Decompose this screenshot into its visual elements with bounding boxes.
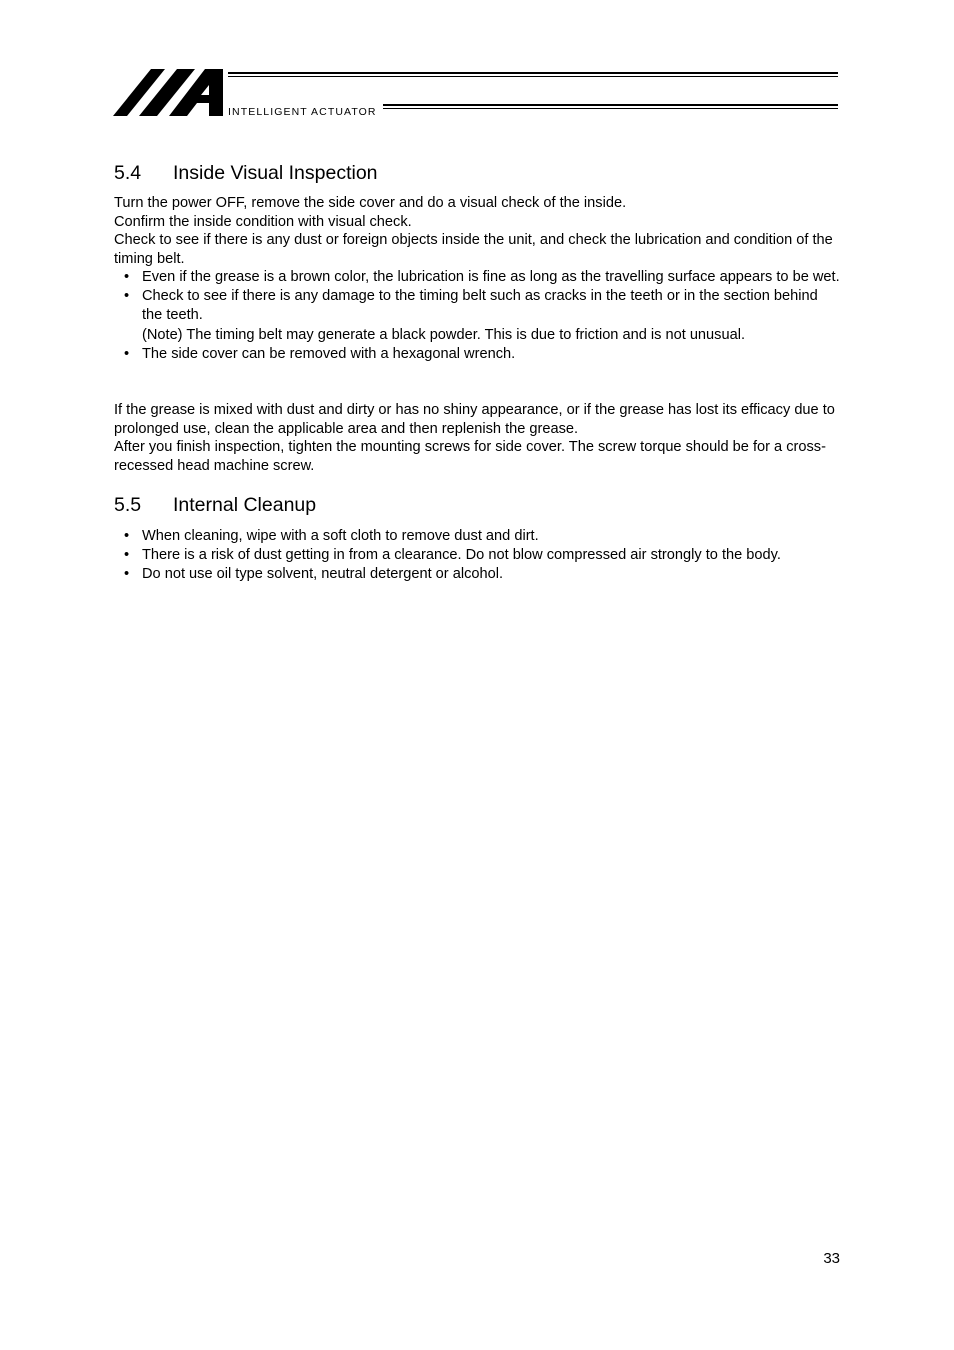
iai-logo-icon <box>113 69 225 117</box>
bullet-icon: • <box>124 345 130 362</box>
list-item: • Even if the grease is a brown color, the lubrication is fine as long as the travelling surface appears to be wet. <box>114 268 842 287</box>
list-item: • There is a risk of dust getting in from a clearance. Do not blow compressed air strongly to the body. <box>114 546 842 565</box>
list-item: • Check to see if there is any damage to the timing belt such as cracks in the teeth or in the section behind the teeth. (Note) The timing belt may generate a black powder. This is due to friction and is not unusual. <box>114 287 842 345</box>
section-title: Inside Visual Inspection <box>173 162 378 184</box>
list-item: • When cleaning, wipe with a soft cloth to remove dust and dirt. <box>114 527 842 546</box>
bullet-icon: • <box>124 528 130 544</box>
closing-line: If the grease is mixed with dust and dirty or has no shiny appearance, or if the grease has lost its efficacy due to prolonged use, clean the applicable area and then replenish the grease. <box>114 402 835 437</box>
list-item: • The side cover can be removed with a hexagonal wrench. <box>114 345 842 364</box>
section-heading-5-4 <box>114 161 378 185</box>
company-logo <box>113 69 225 122</box>
intro-line: Check to see if there is any dust or foreign objects inside the unit, and check the lubrication and condition of the timing belt. <box>114 232 833 267</box>
inspection-bullet-list <box>114 268 842 364</box>
list-item: • Do not use oil type solvent, neutral detergent or alcohol. <box>114 565 842 584</box>
cleanup-bullet-list <box>114 527 842 585</box>
header-rule-bottom-1 <box>383 104 838 106</box>
logo-subtitle: INTELLIGENT ACTUATOR <box>228 106 377 118</box>
section-number: 5.4 <box>114 162 142 184</box>
bullet-icon: • <box>124 547 130 564</box>
section-heading-5-5 <box>114 493 316 517</box>
header-rule-top-1 <box>228 72 838 74</box>
intro-paragraph <box>114 194 842 268</box>
section-title: Internal Cleanup <box>173 494 317 516</box>
bullet-icon: • <box>124 269 130 285</box>
intro-line: Turn the power OFF, remove the side cover and do a visual check of the inside. <box>114 195 627 211</box>
intro-line: Confirm the inside condition with visual check. <box>114 213 412 230</box>
section-number: 5.5 <box>114 494 142 516</box>
header-rule-bottom-2 <box>383 108 838 109</box>
bullet-icon: • <box>124 566 130 583</box>
bullet-icon: • <box>124 288 130 305</box>
page-number: 33 <box>823 1250 840 1267</box>
header-rule-top-2 <box>228 76 838 77</box>
closing-paragraph <box>114 401 842 475</box>
closing-line: After you finish inspection, tighten the mounting screws for side cover. The screw torque should be for a cross-recessed head machine screw. <box>114 439 826 474</box>
note-text: (Note) The timing belt may generate a black powder. This is due to friction and is not unusual. <box>142 326 745 343</box>
